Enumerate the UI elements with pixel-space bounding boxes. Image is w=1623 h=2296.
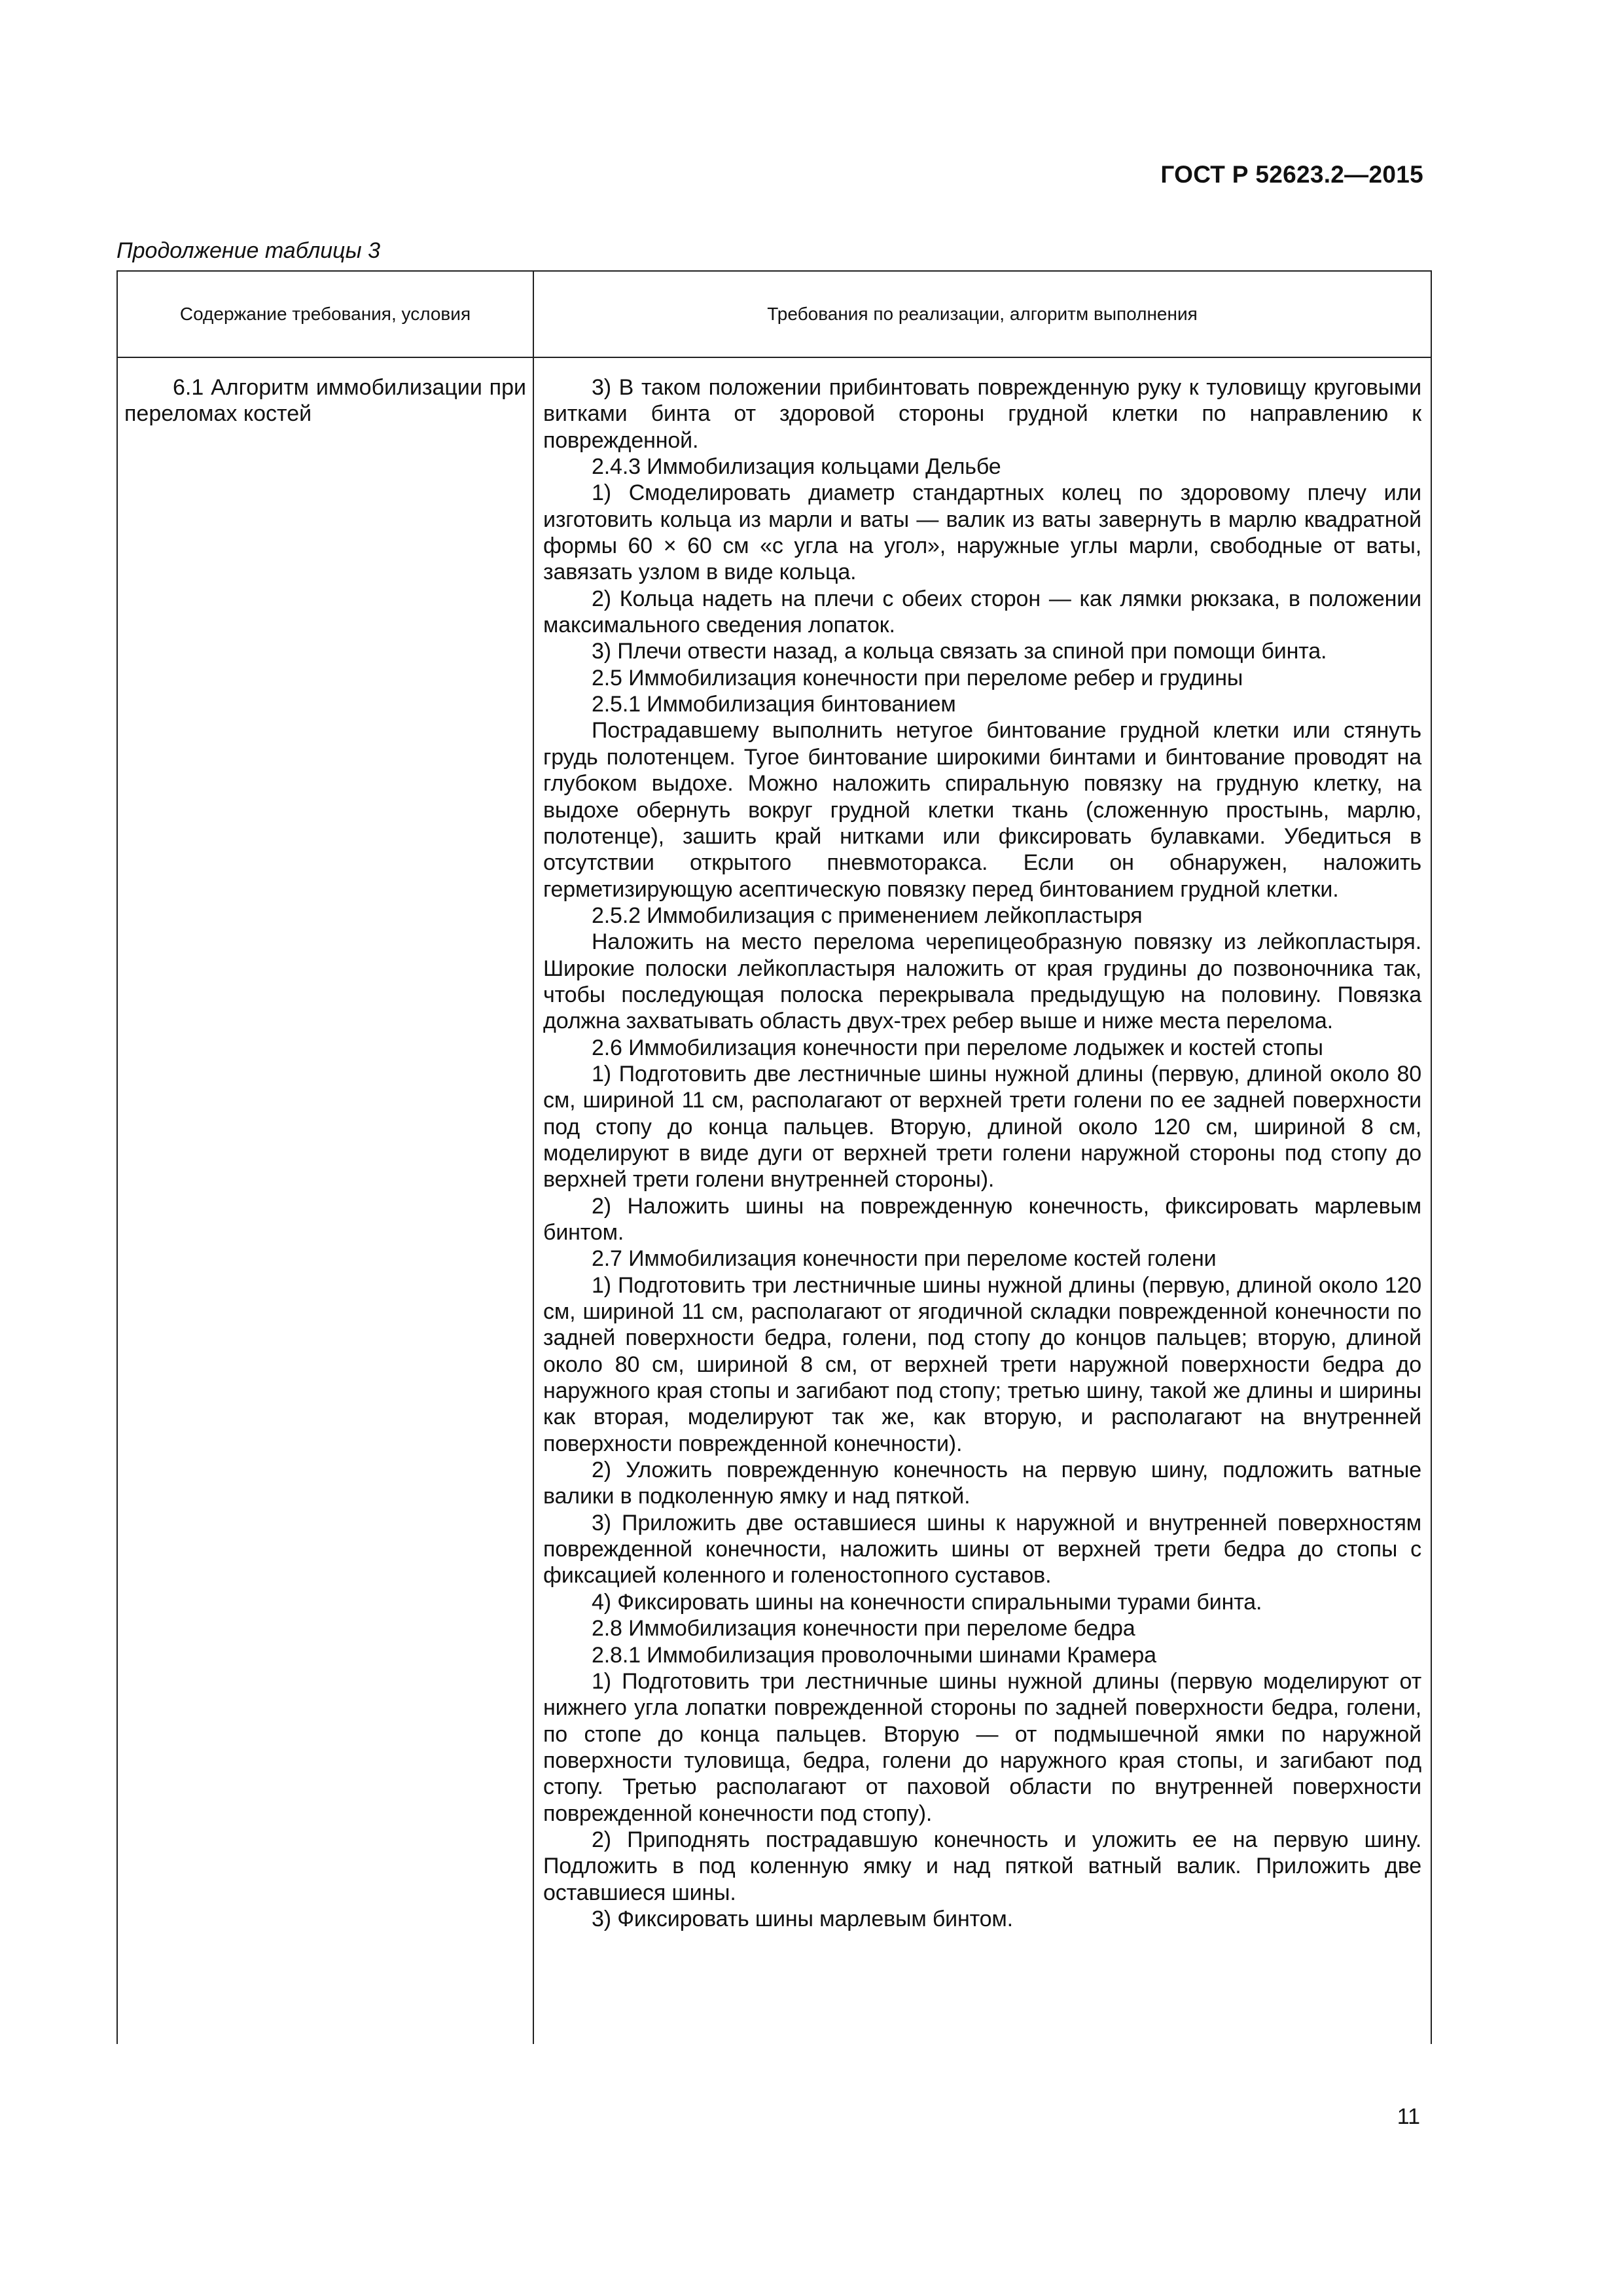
requirement-paragraph: 2) Наложить шины на поврежденную конечность, фиксировать марлевым бинтом.: [543, 1193, 1421, 1245]
section-heading: 2.8.1 Иммобилизация проволочными шинами Крамера: [592, 1642, 1156, 1668]
column-header-conditions: Содержание требования, условия: [179, 304, 471, 324]
requirement-paragraph: 2) Кольца надеть на плечи с обеих сторон — как лямки рюкзака, в положении максимального сведения лопаток.: [543, 586, 1421, 638]
requirement-paragraph: Пострадавшему выполнить нетугое бинтование грудной клетки или стянуть грудь полотенцем. Тугое бинтование широкими бинтами и бинтование проводят на глубоком выдохе. Можно наложить спиральную повязку на грудную клетку, на выдохе обернуть вокруг грудной клетки ткань (сложенную простынь, марлю, полотенце), зашить край нитками или фиксировать булавками. Убедиться в отсутствии открытого пневмоторакса. Если он обнаружен, наложить герметизирующую асептическую повязку перед бинтованием грудной клетки.: [543, 718, 1421, 902]
requirement-paragraph: 1) Подготовить две лестничные шины нужной длины (первую, длиной около 80 см, шириной 11 см, располагают от верхней трети голени по ее задней поверхности под стопу до конца пальцев. Вторую, длиной около 120 см, шириной 8 см, моделируют в виде дуги от верхней трети голени наружной стороны под стопу до верхней трети голени внутренней стороны).: [543, 1061, 1421, 1193]
column-header-requirements: Требования по реализации, алгоритм выполнения: [767, 304, 1198, 324]
requirement-paragraph: 1) Подготовить три лестничные шины нужной длины (первую моделируют от нижнего угла лопатки поврежденной стороны по задней поверхности бедра, голени, по стопе до конца пальцев. Вторую — от подмышечной ямки по наружной поверхности туловища, бедра, голени до наружного края стопы, и загибают под стопу. Третью располагают от паховой области по внутренней поверхности поврежденной конечности под стопу).: [543, 1668, 1421, 1826]
requirement-paragraph: 2) Уложить поврежденную конечность на первую шину, подложить ватные валики в подколенную ямку и над пяткой.: [543, 1458, 1421, 1509]
section-heading: 2.8 Иммобилизация конечности при переломе бедра: [592, 1616, 1135, 1641]
table-caption: Продолжение таблицы 3: [116, 238, 380, 263]
requirement-paragraph: 1) Смоделировать диаметр стандартных колец по здоровому плечу или изготовить кольца из марли и ваты — валик из ваты завернуть в марлю квадратной формы 60 × 60 см «с угла на угол», наружные углы марли, свободные от ваты, завязать узлом в виде кольца.: [543, 480, 1421, 585]
requirement-paragraph: 4) Фиксировать шины на конечности спиральными турами бинта.: [592, 1589, 1262, 1615]
requirement-paragraph: 2) Приподнять пострадавшую конечность и уложить ее на первую шину. Подложить в под коленную ямку и над пяткой ватный валик. Приложить две оставшиеся шины.: [543, 1827, 1421, 1905]
section-heading: 2.5 Иммобилизация конечности при переломе ребер и грудины: [592, 665, 1243, 691]
requirement-paragraph: 3) Приложить две оставшиеся шины к наружной и внутренней поверхностям поврежденной конечности, наложить шины от верхней трети бедра до стопы с фиксацией коленного и голеностопного суставов.: [543, 1510, 1421, 1588]
page-number: 11: [1397, 2104, 1420, 2129]
requirement-paragraph: 1) Подготовить три лестничные шины нужной длины (первую, длиной около 120 см, шириной 11 см, располагают от ягодичной складки поврежденной конечности по задней поверхности бедра, голени, под стопу до концов пальцев; вторую, длиной около 80 см, шириной 8 см, от верхней трети наружной поверхности бедра до наружного края стопы и загибают под стопу; третью шину, такой же длины и ширины как вторая, моделируют так же, как вторую, и располагают на внутренней поверхности поврежденной конечности).: [543, 1272, 1421, 1456]
document-id: ГОСТ Р 52623.2—2015: [1160, 161, 1423, 188]
column-divider: [533, 272, 534, 2044]
requirement-paragraph: 3) В таком положении прибинтовать поврежденную руку к туловищу круговыми витками бинта от здоровой стороны грудной клетки по направлению к поврежденной.: [543, 375, 1421, 453]
section-heading: 2.6 Иммобилизация конечности при переломе лодыжек и костей стопы: [592, 1035, 1323, 1060]
requirements-cell: [543, 374, 1421, 1932]
section-heading: 2.5.2 Иммобилизация с применением лейкопластыря: [592, 903, 1143, 928]
requirement-paragraph: 3) Плечи отвести назад, а кольца связать за спиной при помощи бинта.: [592, 639, 1327, 664]
table-header-row: [118, 272, 1431, 358]
section-heading: 2.4.3 Иммобилизация кольцами Дельбе: [592, 454, 1001, 480]
requirement-paragraph: Наложить на место перелома черепицеобразную повязку из лейкопластыря. Широкие полоски лейкопластыря наложить от края грудины до позвоночника так, чтобы последующая полоска перекрывала предыдущую на половину. Повязка должна захватывать область двух-трех ребер выше и ниже места перелома.: [543, 929, 1421, 1034]
section-heading: 2.5.1 Иммобилизация бинтованием: [592, 692, 956, 717]
condition-cell: 6.1 Алгоритм иммобилизации при переломах костей: [124, 375, 526, 426]
requirement-paragraph: 3) Фиксировать шины марлевым бинтом.: [592, 1906, 1013, 1931]
requirements-table: [116, 270, 1432, 2044]
section-heading: 2.7 Иммобилизация конечности при переломе костей голени: [592, 1246, 1217, 1272]
